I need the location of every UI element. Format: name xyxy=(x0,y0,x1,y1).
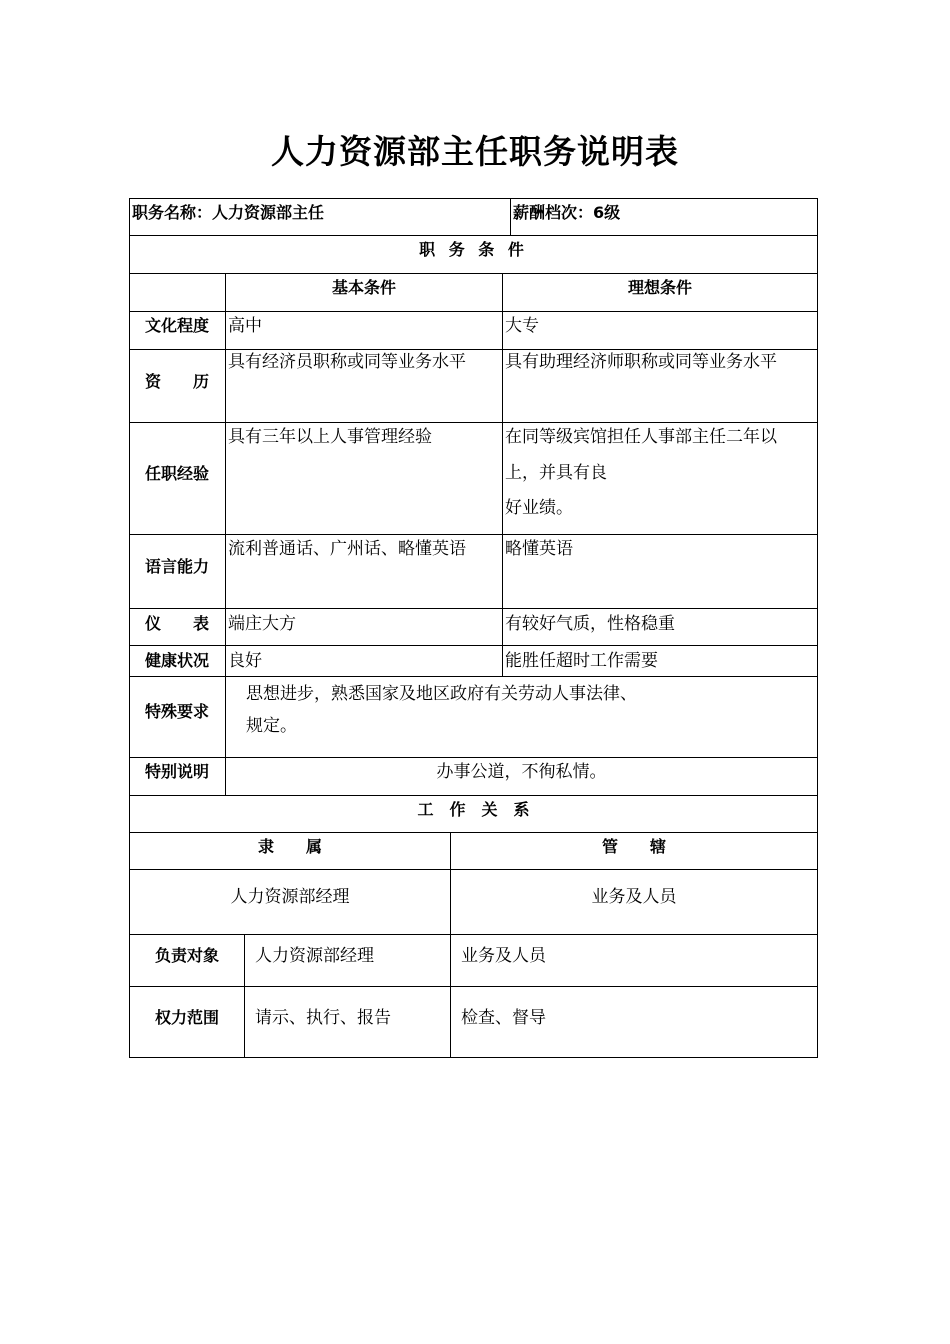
row-appearance-basic: 端庄大方 xyxy=(228,614,296,634)
row-experience-ideal-line3: 好业绩。 xyxy=(505,498,573,518)
subordinate-to-header: 隶 属 xyxy=(257,837,322,856)
row-experience-basic: 具有三年以上人事管理经验 xyxy=(228,427,432,447)
row-appearance-ideal: 有较好气质，性格稳重 xyxy=(505,614,675,634)
col-header-label-cell xyxy=(129,273,226,312)
authority-label: 权力范围 xyxy=(154,1008,219,1027)
row-qualification-basic: 具有经济员职称或同等业务水平 xyxy=(228,352,466,372)
authority-left: 请示、执行、报告 xyxy=(255,1008,391,1028)
row-language-basic: 流利普通话、广州话、略懂英语 xyxy=(228,539,466,559)
row-experience-ideal-line2: 上，并具有良 xyxy=(505,463,607,483)
row-health-basic-cell xyxy=(225,645,503,677)
row-language-ideal: 略懂英语 xyxy=(505,539,573,559)
row-qualification-label: 资 历 xyxy=(144,372,209,391)
special-note-text: 办事公道，不徇私情。 xyxy=(436,762,607,782)
row-health-basic: 良好 xyxy=(228,651,262,671)
row-language-label: 语言能力 xyxy=(144,557,209,576)
row-experience-ideal-line1: 在同等级宾馆担任人事部主任二年以 xyxy=(505,427,777,447)
authority-right: 检查、督导 xyxy=(461,1008,546,1028)
special-requirements-line1: 思想进步，熟悉国家及地区政府有关劳动人事法律、 xyxy=(246,684,637,704)
header-divider xyxy=(510,198,511,236)
supervises-value: 业务及人员 xyxy=(591,887,677,907)
relations-title: 工 作 关 系 xyxy=(417,800,530,819)
row-health-label: 健康状况 xyxy=(144,651,209,670)
job-description-table xyxy=(129,198,818,1058)
row-education-ideal: 大专 xyxy=(505,316,539,336)
col-ideal-header: 理想条件 xyxy=(627,278,692,297)
row-education-basic-cell xyxy=(225,311,503,350)
responsible-left: 人力资源部经理 xyxy=(255,946,374,966)
salary-grade: 薪酬档次：6级 xyxy=(513,203,621,222)
special-requirements-line2: 规定。 xyxy=(246,716,297,736)
special-note-label: 特别说明 xyxy=(144,762,209,781)
row-education-basic: 高中 xyxy=(228,316,262,336)
responsible-label: 负责对象 xyxy=(154,946,219,965)
position-name: 职务名称：人力资源部主任 xyxy=(132,203,325,222)
conditions-title: 职 务 条 件 xyxy=(419,240,528,259)
page-title: 人力资源部主任职务说明表 xyxy=(271,132,679,171)
row-appearance-label: 仪 表 xyxy=(144,614,209,633)
row-education-label: 文化程度 xyxy=(144,316,209,335)
supervises-header: 管 辖 xyxy=(601,837,666,856)
special-requirements-label: 特殊要求 xyxy=(144,702,209,721)
col-basic-header: 基本条件 xyxy=(331,278,396,297)
subordinate-to-value: 人力资源部经理 xyxy=(230,887,350,907)
responsible-right: 业务及人员 xyxy=(461,946,546,966)
row-health-ideal: 能胜任超时工作需要 xyxy=(505,651,658,671)
row-qualification-ideal: 具有助理经济师职称或同等业务水平 xyxy=(505,352,777,372)
row-experience-label: 任职经验 xyxy=(144,464,209,483)
